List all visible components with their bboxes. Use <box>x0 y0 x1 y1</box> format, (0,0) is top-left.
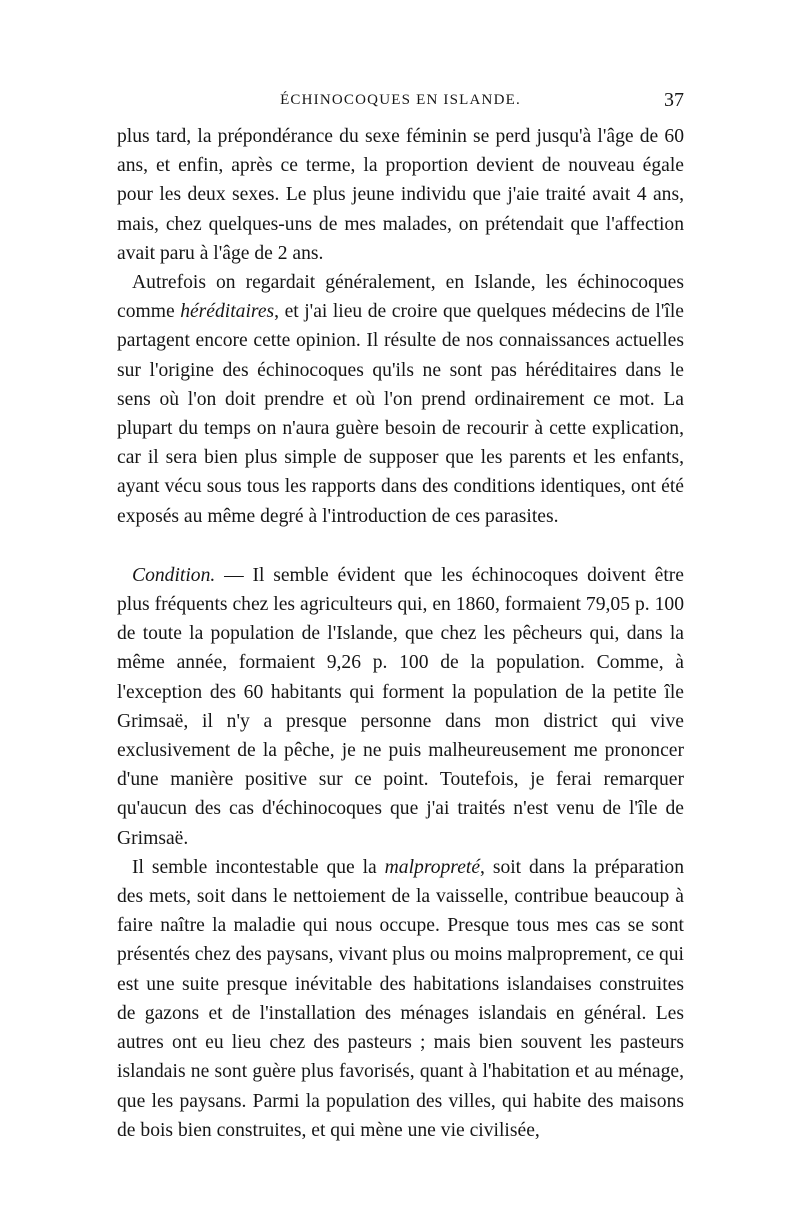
running-title: ÉCHINOCOQUES EN ISLANDE. <box>280 92 521 108</box>
section-heading-condition: Condition. <box>132 564 216 586</box>
paragraph-2-text-end: , et j'ai lieu de croire que quelques médecins de l'île partagent encore cette opinion. Il résulte de nos connaissances actuelles sur l'origine des échinocoques qu'ils ne sont pas héréditaires dans le sens où l'on doit prendre et où l'on prend ordinairement ce mot. La plupart du temps on n'aura guère besoin de recourir à cette explication, car il sera bien plus simple de supposer que les parents et les enfants, ayant vécu sous tous les rapports dans des conditions identiques, ont été exposés au même degré à l'introduction de ces parasites. <box>117 301 684 527</box>
paragraph-4-text-end: , soit dans la préparation des mets, soit dans le nettoiement de la vaisselle, contribue beaucoup à faire naître la maladie qui nous occupe. Presque tous mes cas se sont présentés chez des paysans, vivant plus ou moins malproprement, ce qui est une suite presque inévitable des habitations islandaises construites de gazons et de l'installation des ménages islandais en général. Les autres ont eu lieu chez des pasteurs ; mais bien souvent les pasteurs islandais ne sont guère plus favorisés, quant à l'habitation et au ménage, que les paysans. Parmi la population des villes, qui habite des maisons de bois bien construites, et qui mène une vie civilisée, <box>117 856 685 1141</box>
paragraph-3-text: — Il semble évident que les échinocoques doivent être plus fréquents chez les agriculteurs qui, en 1860, formaient 79,05 p. 100 de toute la population de l'Islande, que chez les pêcheurs qui, dans la même année, formaient 9,26 p. 100 de la population. Comme, à l'exception des 60 habitants qui forment la population de la petite île Grimsaë, il n'y a presque personne dans mon district qui vive exclusivement de la pêche, je ne puis malheureusement me prononcer d'une manière positive sur ce point. Toutefois, je ferai remarquer qu'aucun des cas d'échinocoques que j'ai traités n'est venu de l'île de Grimsaë. <box>117 564 684 849</box>
paragraph-2 <box>117 268 684 531</box>
paragraph-4-text-start: Il semble incontestable que la <box>132 856 385 878</box>
body-text <box>117 122 684 1145</box>
paragraph-4 <box>117 853 684 1145</box>
running-head <box>117 89 684 116</box>
paragraph-2-text-start: Autrefois on regardait généralement, en Islande, les échinocoques comme <box>117 272 684 323</box>
paragraph-2-emphasis: héréditaires <box>180 301 275 323</box>
page-number: 37 <box>664 89 684 111</box>
paragraph-1: plus tard, la prépondérance du sexe féminin se perd jusqu'à l'âge de 60 ans, et enfin, après ce terme, la proportion devient de nouveau égale pour les deux sexes. Le plus jeune individu que j'aie traité avait 4 ans, mais, chez quelques-uns de mes malades, on prétendait que l'affection avait paru à l'âge de 2 ans. <box>117 126 684 264</box>
section-gap <box>117 531 684 561</box>
paragraph-4-emphasis: malpropreté <box>384 856 481 878</box>
paragraph-3 <box>117 561 684 853</box>
